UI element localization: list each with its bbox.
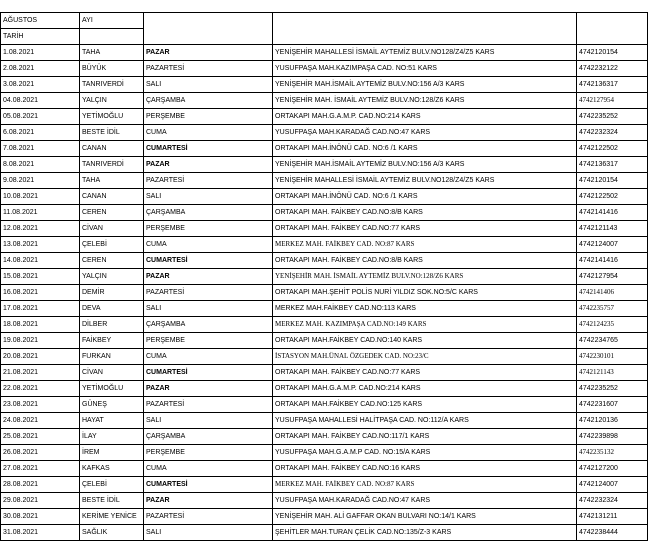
phone-cell: 4742124235 xyxy=(577,317,648,333)
table-row xyxy=(1,349,648,365)
day-cell: SALI xyxy=(144,189,273,205)
table-row xyxy=(1,77,648,93)
table-row xyxy=(1,317,648,333)
table-row xyxy=(1,413,648,429)
address-cell: YUSUFPAŞA MAH.KARADAĞ CAD.NO:47 KARS xyxy=(273,125,577,141)
table-row xyxy=(1,173,648,189)
phone-cell: 4742121143 xyxy=(577,365,648,381)
address-cell: ORTAKAPI MAH.ŞEHİT POLİS NURİ YILDIZ SOK.NO:5/C KARS xyxy=(273,285,577,301)
day-cell: PAZARTESİ xyxy=(144,61,273,77)
name-cell: SAĞLIK xyxy=(80,525,144,541)
name-cell: TAHA xyxy=(80,173,144,189)
date-cell: 7.08.2021 xyxy=(1,141,80,157)
table-row xyxy=(1,45,648,61)
address-cell: ORTAKAPI MAH. FAİKBEY CAD.NO:16 KARS xyxy=(273,461,577,477)
address-cell: YUSUFPAŞA MAH.G.A.M.P CAD. NO:15/A KARS xyxy=(273,445,577,461)
table-row xyxy=(1,237,648,253)
table-row xyxy=(1,365,648,381)
date-cell: 11.08.2021 xyxy=(1,205,80,221)
date-cell: 9.08.2021 xyxy=(1,173,80,189)
address-cell: YENİŞEHİR MAH. ALİ GAFFAR OKAN BULVARI NO:14/1 KARS xyxy=(273,509,577,525)
day-cell: PAZAR xyxy=(144,381,273,397)
tarih-label: TARİH xyxy=(1,29,80,45)
table-row xyxy=(1,477,648,493)
date-cell: 31.08.2021 xyxy=(1,525,80,541)
name-cell: TANRIVERDİ xyxy=(80,77,144,93)
day-cell: PERŞEMBE xyxy=(144,333,273,349)
table-row xyxy=(1,525,648,541)
date-cell: 29.08.2021 xyxy=(1,493,80,509)
phone-cell: 4742141416 xyxy=(577,253,648,269)
date-cell: 24.08.2021 xyxy=(1,413,80,429)
table-row xyxy=(1,461,648,477)
date-cell: 12.08.2021 xyxy=(1,221,80,237)
day-cell: CUMA xyxy=(144,349,273,365)
day-cell: CUMARTESİ xyxy=(144,365,273,381)
name-cell: İREM xyxy=(80,445,144,461)
address-cell: YUSUFPAŞA MAHALLESİ HALİTPAŞA CAD. NO:112/A KARS xyxy=(273,413,577,429)
name-cell: CİVAN xyxy=(80,221,144,237)
date-cell: 6.08.2021 xyxy=(1,125,80,141)
address-cell: ORTAKAPI MAH.İNÖNÜ CAD. NO:6 /1 KARS xyxy=(273,189,577,205)
address-cell: ORTAKAPI MAH. FAİKBEY CAD.NO:8/B KARS xyxy=(273,253,577,269)
address-cell: MERKEZ MAH. FAİKBEY CAD. NO:87 KARS xyxy=(273,477,577,493)
day-cell: SALI xyxy=(144,413,273,429)
date-cell: 2.08.2021 xyxy=(1,61,80,77)
phone-cell: 4742124007 xyxy=(577,237,648,253)
name-cell: CİVAN xyxy=(80,365,144,381)
name-cell: BÜYÜK xyxy=(80,61,144,77)
day-cell: ÇARŞAMBA xyxy=(144,205,273,221)
date-cell: 28.08.2021 xyxy=(1,477,80,493)
phone-cell: 4742232122 xyxy=(577,61,648,77)
day-cell: ÇARŞAMBA xyxy=(144,93,273,109)
day-cell: PAZARTESİ xyxy=(144,285,273,301)
name-cell: BESTE İDİL xyxy=(80,493,144,509)
address-cell: ŞEHİTLER MAH.TURAN ÇELİK CAD.NO:135/Z-3 KARS xyxy=(273,525,577,541)
name-cell: DEVA xyxy=(80,301,144,317)
day-cell: CUMA xyxy=(144,461,273,477)
pharmacy-duty-table xyxy=(0,12,648,541)
phone-cell: 4742127954 xyxy=(577,93,648,109)
phone-cell: 4742239898 xyxy=(577,429,648,445)
name-cell: ÇELEBİ xyxy=(80,477,144,493)
table-row xyxy=(1,397,648,413)
date-cell: 13.08.2021 xyxy=(1,237,80,253)
day-cell: SALI xyxy=(144,77,273,93)
table-row xyxy=(1,61,648,77)
phone-cell: 4742231607 xyxy=(577,397,648,413)
table-row xyxy=(1,125,648,141)
ayi-label: AYI xyxy=(80,13,144,29)
date-cell: 19.08.2021 xyxy=(1,333,80,349)
day-cell: PAZARTESİ xyxy=(144,173,273,189)
phone-cell: 4742141406 xyxy=(577,285,648,301)
date-cell: 22.08.2021 xyxy=(1,381,80,397)
day-cell: SALI xyxy=(144,525,273,541)
phone-cell: 4742235252 xyxy=(577,109,648,125)
table-row xyxy=(1,333,648,349)
day-cell: PAZAR xyxy=(144,157,273,173)
day-cell: PERŞEMBE xyxy=(144,109,273,125)
table-row xyxy=(1,253,648,269)
month-label: AĞUSTOS xyxy=(1,13,80,29)
date-cell: 17.08.2021 xyxy=(1,301,80,317)
name-cell: YETİMOĞLU xyxy=(80,109,144,125)
day-cell: CUMARTESİ xyxy=(144,477,273,493)
name-cell: HAYAT xyxy=(80,413,144,429)
date-cell: 3.08.2021 xyxy=(1,77,80,93)
phone-cell: 4742120136 xyxy=(577,413,648,429)
table-row xyxy=(1,93,648,109)
name-cell: İLAY xyxy=(80,429,144,445)
day-cell: PAZAR xyxy=(144,45,273,61)
name-cell: BESTE İDİL xyxy=(80,125,144,141)
address-cell: YUSUFPAŞA MAH.KARADAĞ CAD.NO:47 KARS xyxy=(273,493,577,509)
phone-cell: 4742232324 xyxy=(577,493,648,509)
header-empty-cell xyxy=(80,29,144,45)
phone-cell: 4742136317 xyxy=(577,157,648,173)
address-cell: İSTASYON MAH.ÜNAL ÖZGEDEK CAD. NO:23/C xyxy=(273,349,577,365)
name-cell: FURKAN xyxy=(80,349,144,365)
header-empty-cell xyxy=(577,13,648,45)
phone-cell: 4742124007 xyxy=(577,477,648,493)
address-cell: YUSUFPAŞA MAH.KAZIMPAŞA CAD. NO:51 KARS xyxy=(273,61,577,77)
address-cell: ORTAKAPI MAH.FAİKBEY CAD.NO:140 KARS xyxy=(273,333,577,349)
name-cell: CANAN xyxy=(80,189,144,205)
name-cell: GÜNEŞ xyxy=(80,397,144,413)
phone-cell: 4742127200 xyxy=(577,461,648,477)
header-empty-cell xyxy=(144,13,273,45)
name-cell: KAFKAS xyxy=(80,461,144,477)
date-cell: 8.08.2021 xyxy=(1,157,80,173)
day-cell: SALI xyxy=(144,301,273,317)
phone-cell: 4742238444 xyxy=(577,525,648,541)
phone-cell: 4742141416 xyxy=(577,205,648,221)
name-cell: TANRIVERDİ xyxy=(80,157,144,173)
day-cell: CUMA xyxy=(144,237,273,253)
address-cell: MERKEZ MAH. KAZIMPAŞA CAD.NO:149 KARS xyxy=(273,317,577,333)
table-row xyxy=(1,445,648,461)
name-cell: YETİMOĞLU xyxy=(80,381,144,397)
name-cell: CANAN xyxy=(80,141,144,157)
day-cell: ÇARŞAMBA xyxy=(144,429,273,445)
address-cell: ORTAKAPI MAH. FAİKBEY CAD.NO:117/1 KARS xyxy=(273,429,577,445)
day-cell: ÇARŞAMBA xyxy=(144,317,273,333)
table-row xyxy=(1,205,648,221)
phone-cell: 4742120154 xyxy=(577,45,648,61)
day-cell: PAZARTESİ xyxy=(144,509,273,525)
date-cell: 1.08.2021 xyxy=(1,45,80,61)
table-row xyxy=(1,285,648,301)
phone-cell: 4742136317 xyxy=(577,77,648,93)
address-cell: YENİŞEHİR MAH.İSMAİL AYTEMİZ BULV.NO:156 A/3 KARS xyxy=(273,77,577,93)
date-cell: 16.08.2021 xyxy=(1,285,80,301)
table-row xyxy=(1,429,648,445)
day-cell: CUMARTESİ xyxy=(144,141,273,157)
table-row xyxy=(1,301,648,317)
phone-cell: 4742122502 xyxy=(577,189,648,205)
phone-cell: 4742234765 xyxy=(577,333,648,349)
address-cell: YENİŞEHİR MAH. İSMAİL AYTEMİZ BULV.NO:128/Z6 KARS xyxy=(273,269,577,285)
address-cell: ORTAKAPI MAH.İNÖNÜ CAD. NO:6 /1 KARS xyxy=(273,141,577,157)
day-cell: PAZAR xyxy=(144,269,273,285)
phone-cell: 4742235757 xyxy=(577,301,648,317)
date-cell: 14.08.2021 xyxy=(1,253,80,269)
name-cell: DİLBER xyxy=(80,317,144,333)
date-cell: 23.08.2021 xyxy=(1,397,80,413)
phone-cell: 4742120154 xyxy=(577,173,648,189)
day-cell: CUMARTESİ xyxy=(144,253,273,269)
phone-cell: 4742121143 xyxy=(577,221,648,237)
address-cell: YENİŞEHİR MAH. İSMAİL AYTEMİZ BULV.NO:128/Z6 KARS xyxy=(273,93,577,109)
phone-cell: 4742122502 xyxy=(577,141,648,157)
table-row xyxy=(1,509,648,525)
header-row xyxy=(1,13,648,29)
name-cell: FAİKBEY xyxy=(80,333,144,349)
day-cell: PERŞEMBE xyxy=(144,445,273,461)
name-cell: CEREN xyxy=(80,205,144,221)
phone-cell: 4742127954 xyxy=(577,269,648,285)
address-cell: ORTAKAPI MAH. FAİKBEY CAD.NO:8/B KARS xyxy=(273,205,577,221)
phone-cell: 4742235252 xyxy=(577,381,648,397)
date-cell: 30.08.2021 xyxy=(1,509,80,525)
name-cell: DEMİR xyxy=(80,285,144,301)
address-cell: ORTAKAPI MAH. FAİKBEY CAD.NO:77 KARS xyxy=(273,221,577,237)
address-cell: MERKEZ MAH.FAİKBEY CAD.NO:113 KARS xyxy=(273,301,577,317)
address-cell: MERKEZ MAH. FAİKBEY CAD. NO:87 KARS xyxy=(273,237,577,253)
day-cell: PERŞEMBE xyxy=(144,221,273,237)
address-cell: YENİŞEHİR MAHALLESİ İSMAİL AYTEMİZ BULV.NO128/Z4/Z5 KARS xyxy=(273,45,577,61)
address-cell: YENİŞEHİR MAHALLESİ İSMAİL AYTEMİZ BULV.NO128/Z4/Z5 KARS xyxy=(273,173,577,189)
day-cell: PAZARTESİ xyxy=(144,397,273,413)
date-cell: 21.08.2021 xyxy=(1,365,80,381)
date-cell: 25.08.2021 xyxy=(1,429,80,445)
date-cell: 26.08.2021 xyxy=(1,445,80,461)
address-cell: ORTAKAPI MAH.G.A.M.P. CAD.NO:214 KARS xyxy=(273,381,577,397)
day-cell: CUMA xyxy=(144,125,273,141)
name-cell: TAHA xyxy=(80,45,144,61)
name-cell: YALÇIN xyxy=(80,93,144,109)
name-cell: CEREN xyxy=(80,253,144,269)
address-cell: YENİŞEHİR MAH.İSMAİL AYTEMİZ BULV.NO:156 A/3 KARS xyxy=(273,157,577,173)
date-cell: 04.08.2021 xyxy=(1,93,80,109)
phone-cell: 4742230101 xyxy=(577,349,648,365)
table-row xyxy=(1,109,648,125)
table-row xyxy=(1,141,648,157)
date-cell: 18.08.2021 xyxy=(1,317,80,333)
date-cell: 05.08.2021 xyxy=(1,109,80,125)
table-row xyxy=(1,221,648,237)
phone-cell: 4742232324 xyxy=(577,125,648,141)
table-row xyxy=(1,189,648,205)
date-cell: 20.08.2021 xyxy=(1,349,80,365)
date-cell: 15.08.2021 xyxy=(1,269,80,285)
name-cell: ÇELEBİ xyxy=(80,237,144,253)
date-cell: 27.08.2021 xyxy=(1,461,80,477)
table-row xyxy=(1,493,648,509)
date-cell: 10.08.2021 xyxy=(1,189,80,205)
address-cell: ORTAKAPI MAH.G.A.M.P. CAD.NO:214 KARS xyxy=(273,109,577,125)
name-cell: YALÇIN xyxy=(80,269,144,285)
table-row xyxy=(1,269,648,285)
day-cell: PAZAR xyxy=(144,493,273,509)
phone-cell: 4742131211 xyxy=(577,509,648,525)
address-cell: ORTAKAPI MAH. FAİKBEY CAD.NO:77 KARS xyxy=(273,365,577,381)
header-empty-cell xyxy=(273,13,577,45)
address-cell: ORTAKAPI MAH.FAİKBEY CAD.NO:125 KARS xyxy=(273,397,577,413)
phone-cell: 4742235132 xyxy=(577,445,648,461)
table-row xyxy=(1,157,648,173)
table-row xyxy=(1,381,648,397)
name-cell: KERİME YENİCE xyxy=(80,509,144,525)
